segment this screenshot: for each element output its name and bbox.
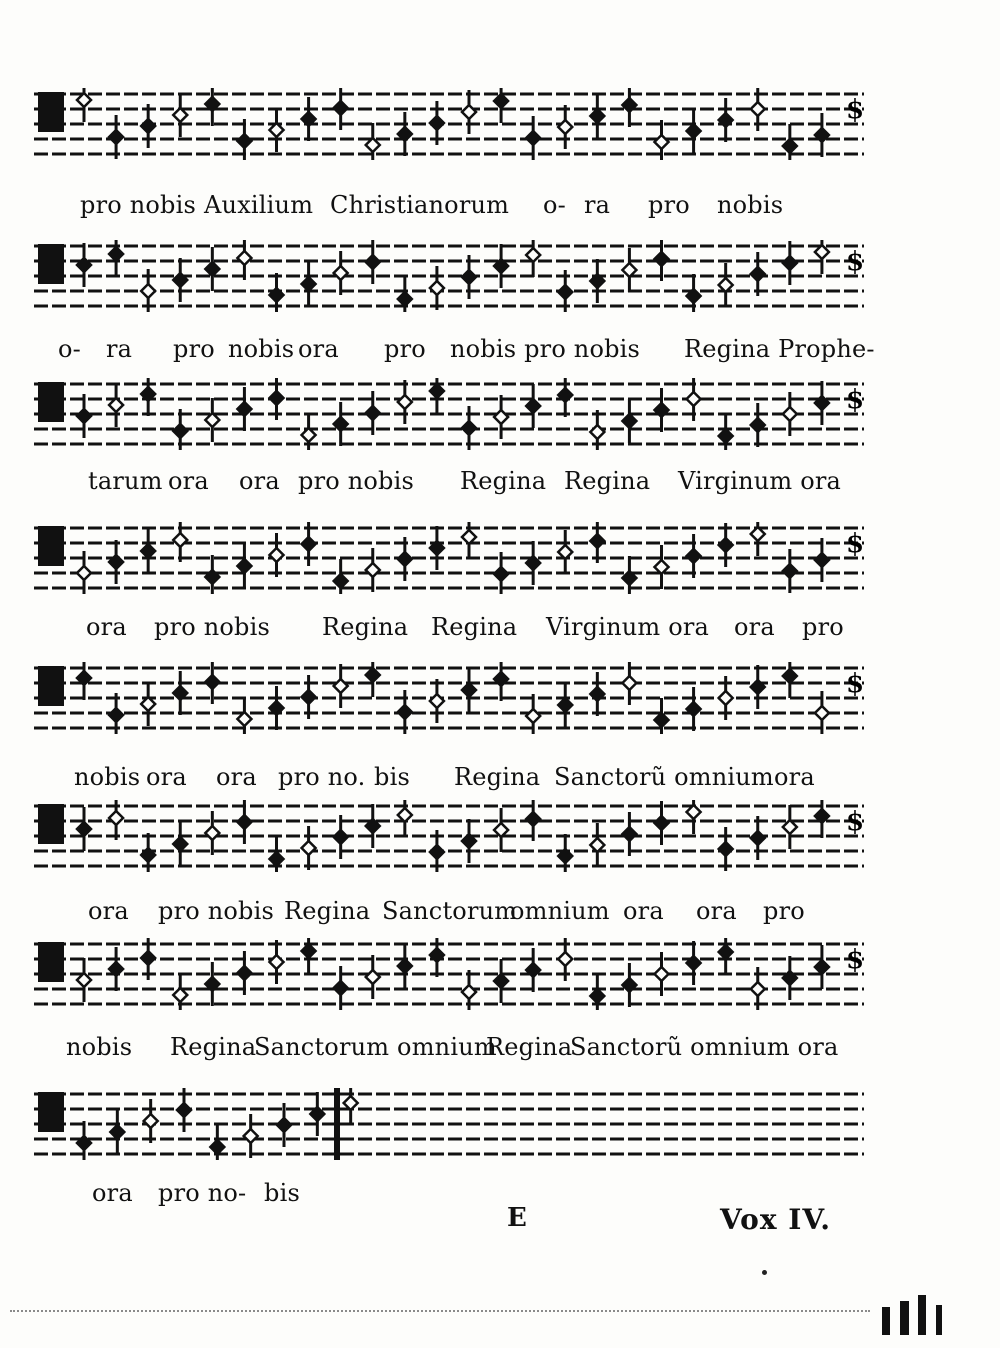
note	[526, 384, 540, 428]
note	[622, 248, 636, 292]
lyric-syllable: Regina	[486, 1033, 573, 1061]
corner-marks-graphic	[878, 1285, 958, 1335]
lyric-syllable: ora	[86, 613, 127, 641]
note	[237, 544, 251, 588]
custos-mark: $	[846, 385, 864, 415]
note	[334, 664, 348, 708]
note	[302, 262, 316, 306]
lyrics-line-4	[86, 610, 846, 644]
custos-mark: $	[846, 669, 864, 699]
note	[270, 686, 284, 730]
lyric-syllable: ora	[146, 763, 187, 791]
clef-symbol	[38, 92, 64, 132]
note	[141, 529, 155, 573]
lyric-syllable: pro no.	[278, 763, 366, 791]
lyric-syllable: omnium	[510, 897, 610, 925]
note	[526, 541, 540, 585]
lyric-syllable: bis	[374, 763, 410, 791]
note	[558, 530, 572, 574]
note	[77, 958, 91, 1002]
staff-system-3	[34, 378, 864, 450]
lyric-syllable: pro nobis	[298, 467, 414, 495]
note	[687, 941, 701, 985]
lyrics-line-1	[80, 188, 800, 222]
lyric-syllable: nobis pro nobis	[450, 335, 641, 363]
lyric-syllable: ora	[239, 467, 280, 495]
lyric-syllable: ora	[88, 897, 129, 925]
lyric-syllable: nobis	[66, 1033, 133, 1061]
lyric-syllable: ora	[168, 467, 209, 495]
lyric-syllable: nobis	[717, 191, 784, 219]
note	[237, 387, 251, 431]
staff-lines	[34, 88, 864, 160]
note	[205, 811, 219, 855]
note	[751, 665, 765, 709]
lyric-syllable: pro	[802, 613, 844, 641]
note	[494, 808, 508, 852]
lyric-syllable: pro	[173, 335, 215, 363]
lyric-syllable: Regina	[431, 613, 518, 641]
note	[270, 108, 284, 152]
lyric-syllable: ra	[106, 335, 133, 363]
lyric-syllable: ora	[774, 763, 815, 791]
note	[270, 940, 284, 984]
note	[109, 383, 123, 427]
lyrics-line-7	[66, 1030, 856, 1064]
staff-system-7	[34, 938, 864, 1010]
note	[109, 540, 123, 584]
clef-symbol	[38, 526, 64, 566]
note	[173, 822, 187, 866]
note	[783, 549, 797, 593]
lyrics-line-2	[58, 332, 875, 366]
ink-dot	[762, 1270, 767, 1275]
lyric-syllable: Christianorum	[330, 191, 510, 219]
note	[430, 266, 444, 310]
lyric-syllable: pro	[763, 897, 805, 925]
custos-mark: $	[846, 807, 864, 837]
note	[462, 668, 476, 712]
note	[141, 104, 155, 148]
note	[815, 113, 829, 157]
note	[430, 526, 444, 570]
corner-marks	[878, 1285, 958, 1335]
clef-symbol	[38, 804, 64, 844]
note	[109, 947, 123, 991]
note	[141, 682, 155, 726]
note	[144, 1099, 158, 1143]
lyric-syllable: ora	[734, 613, 775, 641]
lyric-syllable: nobis	[74, 763, 141, 791]
lyric-syllable: ora	[92, 1179, 133, 1207]
lyric-syllable: pro	[648, 191, 690, 219]
staff-system-4	[34, 522, 864, 594]
note	[494, 959, 508, 1003]
lyric-syllable: Auxilium	[204, 191, 314, 219]
note	[590, 259, 604, 303]
lyrics-line-3	[88, 464, 848, 498]
note	[590, 94, 604, 138]
note	[751, 252, 765, 296]
note	[558, 683, 572, 727]
note	[815, 538, 829, 582]
lyric-syllable: ora	[216, 763, 257, 791]
note	[77, 394, 91, 438]
note	[719, 263, 733, 307]
clef-symbol	[38, 382, 64, 422]
note	[398, 380, 412, 424]
custos-mark: $	[846, 247, 864, 277]
note	[622, 812, 636, 856]
lyric-syllable: Regina	[454, 763, 541, 791]
lyric-syllable: o-	[58, 335, 81, 363]
note	[334, 251, 348, 295]
staff-system-2	[34, 240, 864, 312]
lyric-syllable: ora	[623, 897, 664, 925]
note	[815, 945, 829, 989]
lyric-syllable: Regina	[322, 613, 409, 641]
note	[366, 804, 380, 848]
note	[77, 807, 91, 851]
note	[494, 244, 508, 288]
custos-mark: $	[846, 529, 864, 559]
note	[366, 955, 380, 999]
lyric-syllable: Sanctorum	[382, 897, 518, 925]
signature-mark: E	[507, 1203, 527, 1233]
lyric-syllable: pro nobis	[154, 613, 270, 641]
note	[590, 823, 604, 867]
lyric-syllable: Virginum ora	[678, 467, 842, 495]
note	[719, 827, 733, 871]
bottom-rule	[10, 1310, 870, 1314]
note	[462, 819, 476, 863]
lyric-syllable: Regina	[460, 467, 547, 495]
lyric-syllable: tarum	[88, 467, 163, 495]
note	[77, 243, 91, 287]
staff-system-8	[34, 1088, 864, 1160]
clef-symbol	[38, 942, 64, 982]
staff-lines	[34, 240, 864, 312]
note	[302, 97, 316, 141]
note	[687, 687, 701, 731]
note	[719, 98, 733, 142]
note	[687, 534, 701, 578]
note	[109, 115, 123, 159]
lyric-syllable: Regina	[284, 897, 371, 925]
note	[655, 545, 669, 589]
lyric-syllable: bis	[264, 1179, 300, 1207]
custos-mark: $	[846, 95, 864, 125]
note	[205, 398, 219, 442]
note	[334, 402, 348, 446]
note	[590, 672, 604, 716]
note	[310, 1092, 324, 1136]
staff-system-6	[34, 800, 864, 872]
staff-system-5	[34, 662, 864, 734]
staff-system-1	[34, 88, 864, 160]
note	[302, 826, 316, 870]
lyric-syllable: o-	[543, 191, 566, 219]
staff-lines	[34, 938, 864, 1010]
note	[173, 258, 187, 302]
note	[270, 533, 284, 577]
note	[205, 247, 219, 291]
staff-lines	[34, 800, 864, 872]
note	[751, 816, 765, 860]
lyric-syllable: ora	[298, 335, 339, 363]
staff-lines	[34, 1088, 864, 1160]
note	[558, 105, 572, 149]
lyric-syllable: Sanctorũ omnium	[554, 763, 774, 791]
note	[622, 963, 636, 1007]
note	[719, 523, 733, 567]
staff-lines	[34, 522, 864, 594]
voice-label: Vox IV.	[720, 1203, 831, 1236]
clef-symbol	[38, 244, 64, 284]
lyric-syllable: pro nobis	[158, 897, 274, 925]
note	[173, 671, 187, 715]
lyrics-line-6	[88, 894, 848, 928]
note	[398, 944, 412, 988]
note	[430, 679, 444, 723]
note	[815, 381, 829, 425]
lyric-syllable: ra	[584, 191, 611, 219]
lyric-syllable: Regina	[564, 467, 651, 495]
final-barline	[334, 1088, 340, 1160]
lyric-syllable: Virginum ora	[546, 613, 710, 641]
note	[783, 956, 797, 1000]
note	[655, 388, 669, 432]
lyric-syllable: ora	[696, 897, 737, 925]
lyric-syllable: pro	[384, 335, 426, 363]
note	[783, 241, 797, 285]
lyric-syllable: Sanctorum omnium	[254, 1033, 497, 1061]
note	[783, 805, 797, 849]
note	[462, 90, 476, 134]
note	[687, 109, 701, 153]
staff-lines	[34, 378, 864, 450]
note	[655, 801, 669, 845]
lyrics-line-8	[92, 1176, 352, 1210]
note	[398, 112, 412, 156]
note	[366, 548, 380, 592]
note	[110, 1110, 124, 1154]
note	[526, 948, 540, 992]
note	[494, 395, 508, 439]
clef-symbol	[38, 1092, 64, 1132]
lyric-syllable: Regina	[170, 1033, 257, 1061]
note	[244, 1114, 258, 1158]
note	[205, 962, 219, 1006]
lyric-syllable: Regina Prophe-	[684, 335, 875, 363]
staff-lines	[34, 662, 864, 734]
clef-symbol	[38, 666, 64, 706]
lyrics-line-5	[74, 760, 854, 794]
note	[173, 93, 187, 137]
lyric-syllable: pro no-	[158, 1179, 247, 1207]
note	[622, 399, 636, 443]
custos-mark: $	[846, 945, 864, 975]
lyric-syllable: nobis	[228, 335, 295, 363]
lyric-syllable: pro nobis	[80, 191, 196, 219]
lyric-syllable: Sanctorũ omnium ora	[570, 1033, 839, 1061]
note	[751, 403, 765, 447]
